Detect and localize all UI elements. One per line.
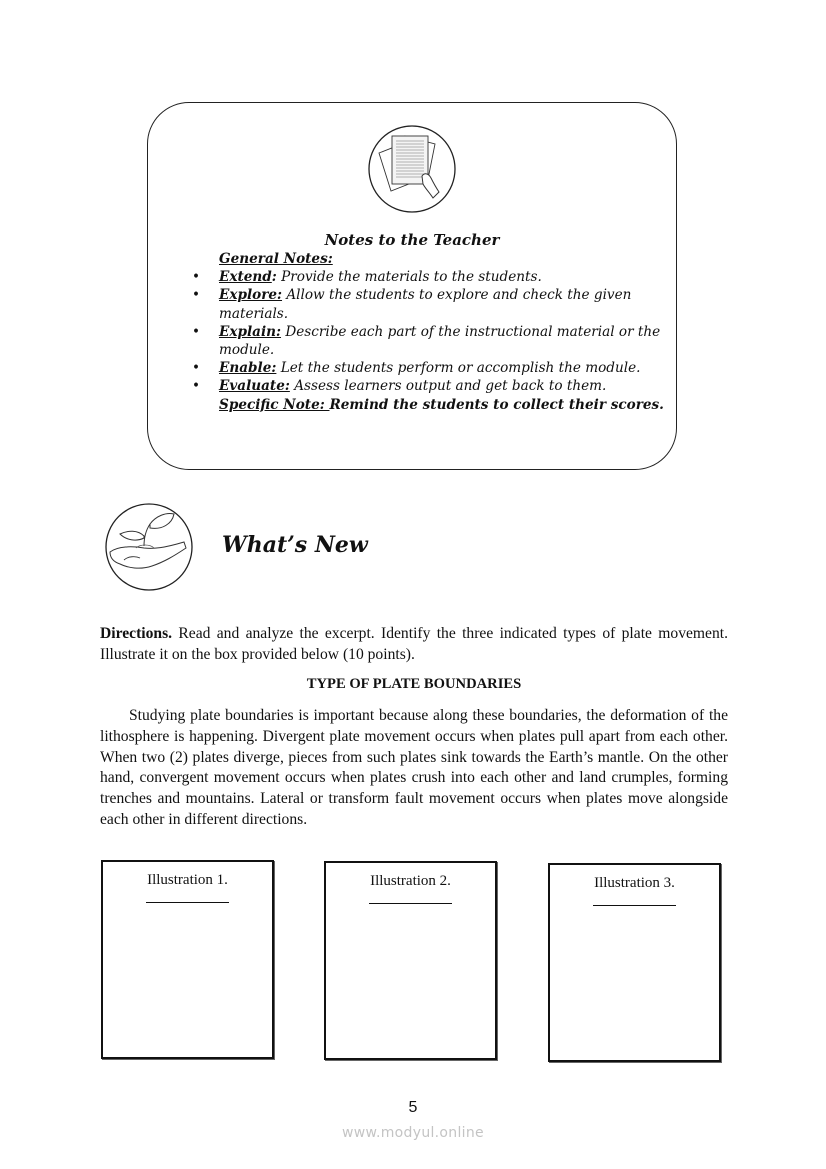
watermark: www.modyul.online <box>342 1125 484 1141</box>
note-key: Explore: <box>219 287 283 304</box>
papers-in-hand-icon <box>367 124 457 214</box>
note-text: Let the students perform or accomplish the module. <box>276 360 641 377</box>
note-item-explore <box>192 286 669 322</box>
answer-blank[interactable] <box>369 903 452 904</box>
note-key: Explain: <box>219 323 282 340</box>
note-text: Describe each part of the instructional material or the module. <box>219 323 661 359</box>
illustration-label: Illustration 3. <box>594 875 675 891</box>
note-text: Provide the materials to the students. <box>276 269 542 286</box>
notes-list <box>192 268 669 395</box>
specific-note-label: Specific Note: <box>219 396 330 413</box>
note-text: Assess learners output and get back to them. <box>289 378 607 395</box>
illustration-label: Illustration 2. <box>370 873 451 889</box>
bullet: • <box>192 287 201 304</box>
answer-blank[interactable] <box>146 902 229 903</box>
directions <box>100 623 728 665</box>
note-item-explain <box>192 323 669 359</box>
note-text: Allow the students to explore and check the given materials. <box>219 287 632 322</box>
section-heading: TYPE OF PLATE BOUNDARIES <box>306 676 522 692</box>
specific-note-text: Remind the students to collect their scores. <box>329 396 664 413</box>
whats-new-title: What’s New <box>222 532 368 558</box>
illustration-box-3[interactable] <box>548 863 721 1062</box>
specific-note <box>219 396 669 414</box>
bullet: • <box>192 269 201 286</box>
illustration-box-2[interactable] <box>324 861 497 1060</box>
general-notes-label: General Notes: <box>219 251 333 267</box>
illustration-label: Illustration 1. <box>147 872 228 888</box>
bullet: • <box>192 323 201 340</box>
page-number: 5 <box>408 1099 418 1116</box>
note-item-enable <box>192 359 669 377</box>
note-key: Evaluate: <box>219 378 290 395</box>
bullet: • <box>192 360 201 377</box>
directions-text: Read and analyze the excerpt. Identify the three indicated types of plate movement. Illustrate it on the box provided below (10 points). <box>100 625 728 663</box>
seedling-in-hand-icon <box>104 502 194 592</box>
directions-label: Directions. <box>100 625 173 642</box>
note-item-extend <box>192 268 669 286</box>
note-key: Enable: <box>219 360 277 377</box>
excerpt-paragraph: Studying plate boundaries is important because along these boundaries, the deformation of the lithosphere is happening. Divergent plate movement occurs when plates pull apart from each other. When two (2) plates diverge, pieces from such plates sink towards the Earth’s mantle. On the other hand, convergent movement occurs when plates crush into each other and land crumples, forming trenches and mountains. Lateral or transform fault movement occurs when plates move alongside each other in different directions. <box>100 707 728 828</box>
notes-content <box>192 250 669 414</box>
answer-blank[interactable] <box>593 905 676 906</box>
note-item-evaluate <box>192 377 669 395</box>
note-sep: : <box>271 269 277 286</box>
bullet: • <box>192 378 201 395</box>
illustration-box-1[interactable] <box>101 860 274 1059</box>
notes-title: Notes to the Teacher <box>324 231 500 249</box>
note-key: Extend <box>219 269 272 286</box>
